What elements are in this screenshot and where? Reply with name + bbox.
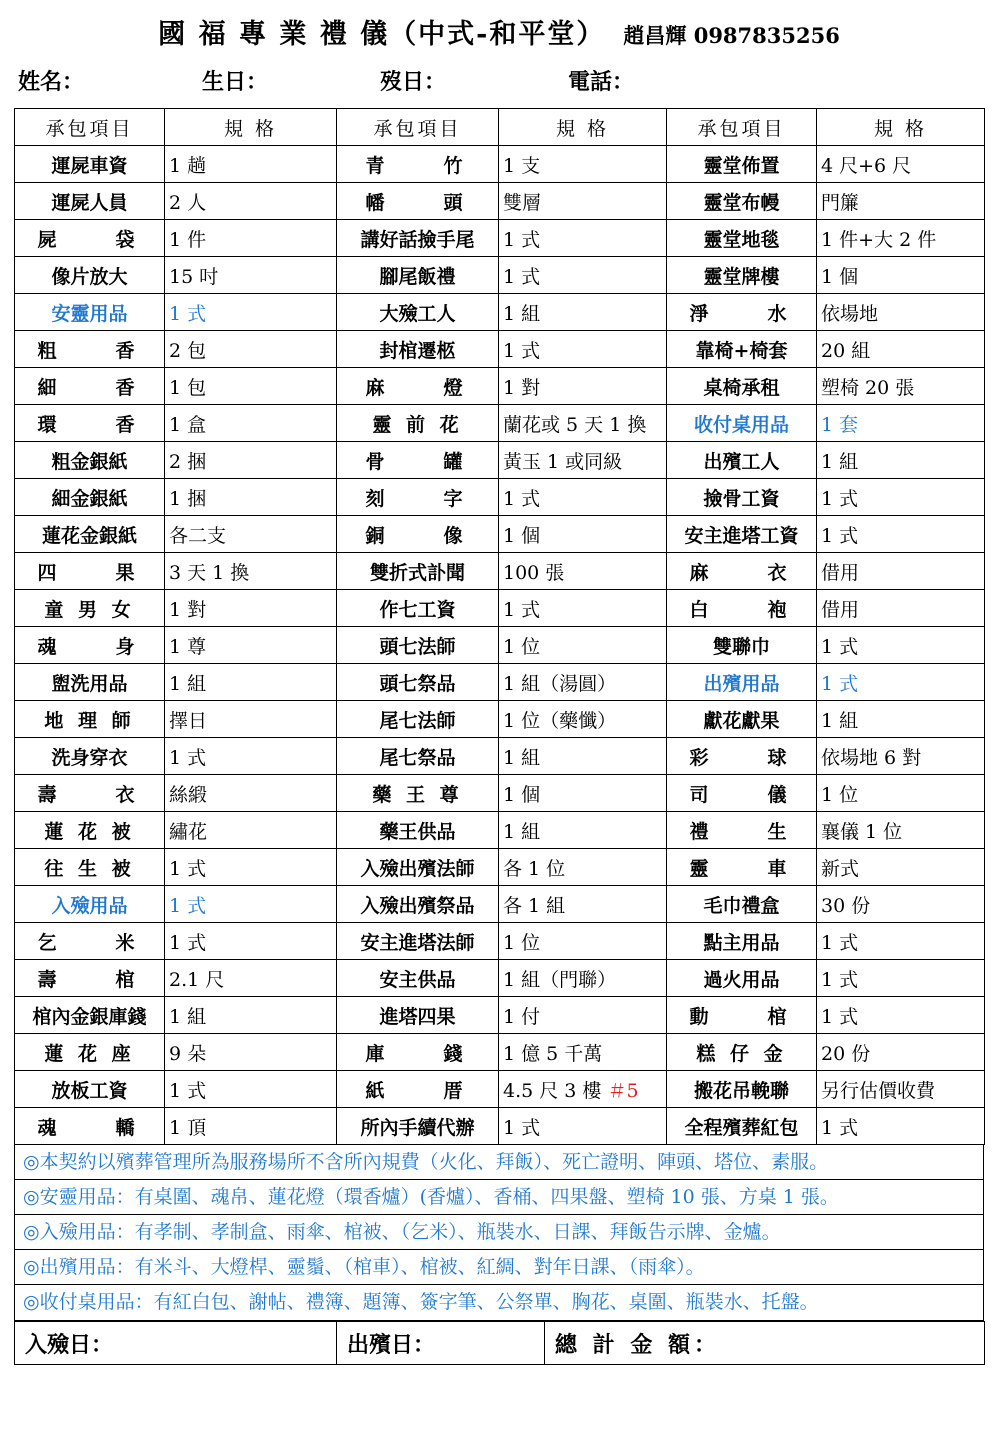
table-row <box>15 923 985 960</box>
service-spec-cell: 1 組（湯圓） <box>499 664 667 701</box>
service-spec-cell: 1 支 <box>499 146 667 183</box>
service-spec-cell: 1 捆 <box>165 479 337 516</box>
service-item-cell: 運屍人員 <box>15 183 165 220</box>
service-item-cell: 蓮 花 座 <box>15 1034 165 1071</box>
service-spec-cell: 1 組 <box>499 738 667 775</box>
service-item-cell: 大殮工人 <box>337 294 499 331</box>
service-spec-cell: 1 個 <box>499 516 667 553</box>
service-item-cell: 靈 前 花 <box>337 405 499 442</box>
service-item-cell: 棺內金銀庫錢 <box>15 997 165 1034</box>
table-row <box>15 849 985 886</box>
service-spec-cell: 1 位 <box>817 775 985 812</box>
service-item-cell: 麻 衣 <box>667 553 817 590</box>
service-spec-cell: 1 億 5 千萬 <box>499 1034 667 1071</box>
service-spec-cell: 1 組（門聯） <box>499 960 667 997</box>
service-spec-cell: 20 份 <box>817 1034 985 1071</box>
service-spec-cell: 1 式 <box>165 1071 337 1108</box>
personal-fields <box>14 65 984 96</box>
service-item-cell: 作七工資 <box>337 590 499 627</box>
service-spec-cell: 2 捆 <box>165 442 337 479</box>
service-item-cell: 桌椅承租 <box>667 368 817 405</box>
column-header-spec: 規 格 <box>165 109 337 146</box>
field-death-date: 歿日： <box>380 69 447 95</box>
service-spec-cell: 1 個 <box>499 775 667 812</box>
service-item-cell: 過火用品 <box>667 960 817 997</box>
service-spec-cell: 1 位 <box>499 923 667 960</box>
service-spec-cell: 絲緞 <box>165 775 337 812</box>
service-item-cell: 乞 米 <box>15 923 165 960</box>
service-spec-cell: 1 位 <box>499 627 667 664</box>
footer-total-amount: 總 計 金 額： <box>545 1322 985 1365</box>
service-spec-cell: 1 式 <box>817 516 985 553</box>
service-item-cell: 庫 錢 <box>337 1034 499 1071</box>
table-row <box>15 294 985 331</box>
service-item-cell: 細金銀紙 <box>15 479 165 516</box>
service-item-cell: 出殯工人 <box>667 442 817 479</box>
service-item-cell: 地 理 師 <box>15 701 165 738</box>
service-item-cell: 像片放大 <box>15 257 165 294</box>
service-spec-cell: 1 式 <box>499 1108 667 1145</box>
service-item-cell: 安靈用品 <box>15 294 165 331</box>
service-spec-cell: 1 尊 <box>165 627 337 664</box>
service-spec-cell: 4 尺+6 尺 <box>817 146 985 183</box>
service-spec-cell: 擇日 <box>165 701 337 738</box>
table-row <box>15 738 985 775</box>
table-row <box>15 220 985 257</box>
service-item-cell: 安主進塔工資 <box>667 516 817 553</box>
table-row <box>15 960 985 997</box>
table-row <box>15 1108 985 1145</box>
service-spec-cell: 1 式 <box>817 923 985 960</box>
service-spec-cell: 2.1 尺 <box>165 960 337 997</box>
service-spec-cell: 1 付 <box>499 997 667 1034</box>
service-item-cell: 粗 香 <box>15 331 165 368</box>
service-item-cell: 藥 王 尊 <box>337 775 499 812</box>
service-spec-cell: 1 式 <box>499 479 667 516</box>
table-row <box>15 627 985 664</box>
service-spec-cell: 1 組 <box>165 997 337 1034</box>
field-birthday: 生日： <box>202 69 269 95</box>
service-spec-cell: 1 式 <box>499 331 667 368</box>
service-spec-cell: 1 頂 <box>165 1108 337 1145</box>
service-item-cell: 銅 像 <box>337 516 499 553</box>
service-item-cell: 頭七法師 <box>337 627 499 664</box>
service-item-cell: 粗金銀紙 <box>15 442 165 479</box>
service-item-cell: 入殮出殯法師 <box>337 849 499 886</box>
service-spec-cell: 1 式 <box>499 220 667 257</box>
service-item-cell: 雙聯巾 <box>667 627 817 664</box>
service-item-cell: 動 棺 <box>667 997 817 1034</box>
service-item-cell: 麻 燈 <box>337 368 499 405</box>
service-item-cell: 白 袍 <box>667 590 817 627</box>
service-spec-cell: 蘭花或 5 天 1 換 <box>499 405 667 442</box>
service-item-cell: 禮 生 <box>667 812 817 849</box>
service-item-cell: 靈堂布幔 <box>667 183 817 220</box>
note-line: ◎安靈用品：有桌圍、魂帛、蓮花燈（環香爐）(香爐）、香桶、四果盤、塑椅 10 張、方桌 1 張。 <box>15 1180 983 1215</box>
service-spec-cell: 3 天 1 換 <box>165 553 337 590</box>
table-row <box>15 775 985 812</box>
page-title: 國 福 專 業 禮 儀（中式-和平堂） <box>158 19 606 50</box>
table-row <box>15 664 985 701</box>
service-item-cell: 入殮用品 <box>15 886 165 923</box>
service-item-cell: 靈 車 <box>667 849 817 886</box>
service-spec-cell: 100 張 <box>499 553 667 590</box>
service-spec-cell: 1 式 <box>165 294 337 331</box>
service-spec-cell: 依場地 <box>817 294 985 331</box>
column-header-item: 承包項目 <box>337 109 499 146</box>
table-row <box>15 479 985 516</box>
service-spec-cell: 1 式 <box>817 997 985 1034</box>
table-row <box>15 183 985 220</box>
table-row <box>15 1034 985 1071</box>
service-spec-cell: 4.5 尺 3 樓 ＃5 <box>499 1071 667 1108</box>
column-header-item: 承包項目 <box>667 109 817 146</box>
service-item-cell: 進塔四果 <box>337 997 499 1034</box>
service-item-cell: 安主供品 <box>337 960 499 997</box>
service-spec-cell: 塑椅 20 張 <box>817 368 985 405</box>
service-item-cell: 毛巾禮盒 <box>667 886 817 923</box>
service-item-cell: 淨 水 <box>667 294 817 331</box>
notes-section <box>14 1145 984 1321</box>
note-line: ◎本契約以殯葬管理所為服務場所不含所內規費（火化、拜飯）、死亡證明、陣頭、塔位、素服。 <box>15 1145 983 1180</box>
service-spec-cell: 1 件+大 2 件 <box>817 220 985 257</box>
service-spec-cell: 1 趟 <box>165 146 337 183</box>
service-spec-cell: 1 式 <box>499 590 667 627</box>
service-spec-cell: 繡花 <box>165 812 337 849</box>
service-spec-cell: 15 吋 <box>165 257 337 294</box>
service-spec-cell: 20 組 <box>817 331 985 368</box>
table-row <box>15 368 985 405</box>
service-spec-cell: 1 式 <box>817 627 985 664</box>
service-spec-cell: 2 包 <box>165 331 337 368</box>
service-item-cell: 搬花吊輓聯 <box>667 1071 817 1108</box>
footer-entry-date: 入殮日： <box>15 1322 337 1365</box>
service-spec-cell: 1 盒 <box>165 405 337 442</box>
field-phone: 電話： <box>568 69 635 95</box>
service-item-cell: 雙折式訃聞 <box>337 553 499 590</box>
service-spec-cell: 1 個 <box>817 257 985 294</box>
service-item-cell: 靈堂地毯 <box>667 220 817 257</box>
services-table <box>14 108 985 1145</box>
service-item-cell: 盥洗用品 <box>15 664 165 701</box>
table-header-row <box>15 109 985 146</box>
service-item-cell: 全程殯葬紅包 <box>667 1108 817 1145</box>
service-item-cell: 靠椅+椅套 <box>667 331 817 368</box>
service-item-cell: 洗身穿衣 <box>15 738 165 775</box>
service-spec-cell: 1 對 <box>165 590 337 627</box>
service-item-cell: 靈堂牌樓 <box>667 257 817 294</box>
service-spec-cell: 借用 <box>817 590 985 627</box>
field-name: 姓名： <box>18 69 85 95</box>
service-item-cell: 蓮花金銀紙 <box>15 516 165 553</box>
table-row <box>15 405 985 442</box>
service-spec-cell: 1 式 <box>165 923 337 960</box>
footer-table <box>14 1321 985 1365</box>
service-item-cell: 四 果 <box>15 553 165 590</box>
table-row <box>15 886 985 923</box>
table-row <box>15 553 985 590</box>
service-item-cell: 往 生 被 <box>15 849 165 886</box>
table-row <box>15 516 985 553</box>
service-item-cell: 彩 球 <box>667 738 817 775</box>
service-item-cell: 封棺遷柩 <box>337 331 499 368</box>
service-item-cell: 所內手續代辦 <box>337 1108 499 1145</box>
service-spec-cell: 1 對 <box>499 368 667 405</box>
service-item-cell: 點主用品 <box>667 923 817 960</box>
service-spec-cell: 1 式 <box>165 849 337 886</box>
service-item-cell: 獻花獻果 <box>667 701 817 738</box>
note-line: ◎收付桌用品：有紅白包、謝帖、禮簿、題簿、簽字筆、公祭單、胸花、桌圍、瓶裝水、托盤。 <box>23 1291 819 1313</box>
service-item-cell: 屍 袋 <box>15 220 165 257</box>
service-spec-cell: 1 組 <box>499 294 667 331</box>
service-spec-cell: 1 位（藥懺） <box>499 701 667 738</box>
service-spec-cell: 1 式 <box>817 664 985 701</box>
table-row <box>15 146 985 183</box>
contact-info: 趙昌輝 0987835256 <box>623 23 840 48</box>
service-spec-cell: 新式 <box>817 849 985 886</box>
table-row <box>15 331 985 368</box>
table-row <box>15 812 985 849</box>
table-row <box>15 1071 985 1108</box>
service-spec-cell: 9 朵 <box>165 1034 337 1071</box>
document-header <box>14 6 984 51</box>
note-line: ◎入殮用品：有孝制、孝制盒、雨傘、棺被、（乞米）、瓶裝水、日課、拜飯告示牌、金爐。 <box>15 1215 983 1250</box>
table-row <box>15 257 985 294</box>
service-item-cell: 撿骨工資 <box>667 479 817 516</box>
service-item-cell: 糕 仔 金 <box>667 1034 817 1071</box>
service-item-cell: 運屍車資 <box>15 146 165 183</box>
service-item-cell: 魂 身 <box>15 627 165 664</box>
service-spec-cell: 1 組 <box>817 442 985 479</box>
service-item-cell: 尾七法師 <box>337 701 499 738</box>
column-header-item: 承包項目 <box>15 109 165 146</box>
table-row <box>15 442 985 479</box>
service-spec-cell: 1 組 <box>817 701 985 738</box>
service-item-cell: 童 男 女 <box>15 590 165 627</box>
service-spec-cell: 30 份 <box>817 886 985 923</box>
service-item-cell: 魂 轎 <box>15 1108 165 1145</box>
service-spec-cell: 另行估價收費 <box>817 1071 985 1108</box>
service-item-cell: 壽 棺 <box>15 960 165 997</box>
table-row <box>15 997 985 1034</box>
service-spec-cell: 雙層 <box>499 183 667 220</box>
service-item-cell: 出殯用品 <box>667 664 817 701</box>
service-item-cell: 安主進塔法師 <box>337 923 499 960</box>
note-line: ◎出殯用品：有米斗、大燈桿、靈鬚、（棺車）、棺被、紅綢、對年日課、（雨傘）。 <box>15 1250 983 1285</box>
service-spec-cell: 門簾 <box>817 183 985 220</box>
service-spec-cell: 2 人 <box>165 183 337 220</box>
column-header-spec: 規 格 <box>499 109 667 146</box>
service-spec-cell: 借用 <box>817 553 985 590</box>
service-item-cell: 細 香 <box>15 368 165 405</box>
service-spec-cell: 1 套 <box>817 405 985 442</box>
service-spec-cell: 1 組 <box>165 664 337 701</box>
service-spec-cell: 依場地 6 對 <box>817 738 985 775</box>
table-row <box>15 590 985 627</box>
service-item-cell: 環 香 <box>15 405 165 442</box>
service-spec-cell: 黃玉 1 或同級 <box>499 442 667 479</box>
footer-funeral-date: 出殯日： <box>337 1322 545 1365</box>
service-item-cell: 收付桌用品 <box>667 405 817 442</box>
service-spec-cell: 各 1 位 <box>499 849 667 886</box>
service-item-cell: 紙 厝 <box>337 1071 499 1108</box>
service-item-cell: 講好話撿手尾 <box>337 220 499 257</box>
service-item-cell: 尾七祭品 <box>337 738 499 775</box>
service-spec-cell: 各二支 <box>165 516 337 553</box>
service-spec-cell: 1 包 <box>165 368 337 405</box>
service-item-cell: 放板工資 <box>15 1071 165 1108</box>
service-item-cell: 靈堂佈置 <box>667 146 817 183</box>
service-item-cell: 骨 罐 <box>337 442 499 479</box>
column-header-spec: 規 格 <box>817 109 985 146</box>
service-item-cell: 蓮 花 被 <box>15 812 165 849</box>
service-item-cell: 幡 頭 <box>337 183 499 220</box>
service-spec-cell: 1 式 <box>165 886 337 923</box>
service-spec-cell: 1 組 <box>499 812 667 849</box>
service-spec-cell: 1 式 <box>817 960 985 997</box>
service-item-cell: 入殮出殯祭品 <box>337 886 499 923</box>
service-spec-cell: 1 式 <box>499 257 667 294</box>
service-spec-cell: 1 式 <box>817 1108 985 1145</box>
service-item-cell: 壽 衣 <box>15 775 165 812</box>
service-spec-cell: 各 1 組 <box>499 886 667 923</box>
service-spec-cell: 襄儀 1 位 <box>817 812 985 849</box>
service-item-cell: 司 儀 <box>667 775 817 812</box>
service-item-cell: 頭七祭品 <box>337 664 499 701</box>
service-item-cell: 刻 字 <box>337 479 499 516</box>
service-spec-cell: 1 式 <box>817 479 985 516</box>
table-row <box>15 701 985 738</box>
service-item-cell: 藥王供品 <box>337 812 499 849</box>
service-item-cell: 青 竹 <box>337 146 499 183</box>
service-spec-cell: 1 件 <box>165 220 337 257</box>
service-spec-cell: 1 式 <box>165 738 337 775</box>
service-item-cell: 腳尾飯禮 <box>337 257 499 294</box>
